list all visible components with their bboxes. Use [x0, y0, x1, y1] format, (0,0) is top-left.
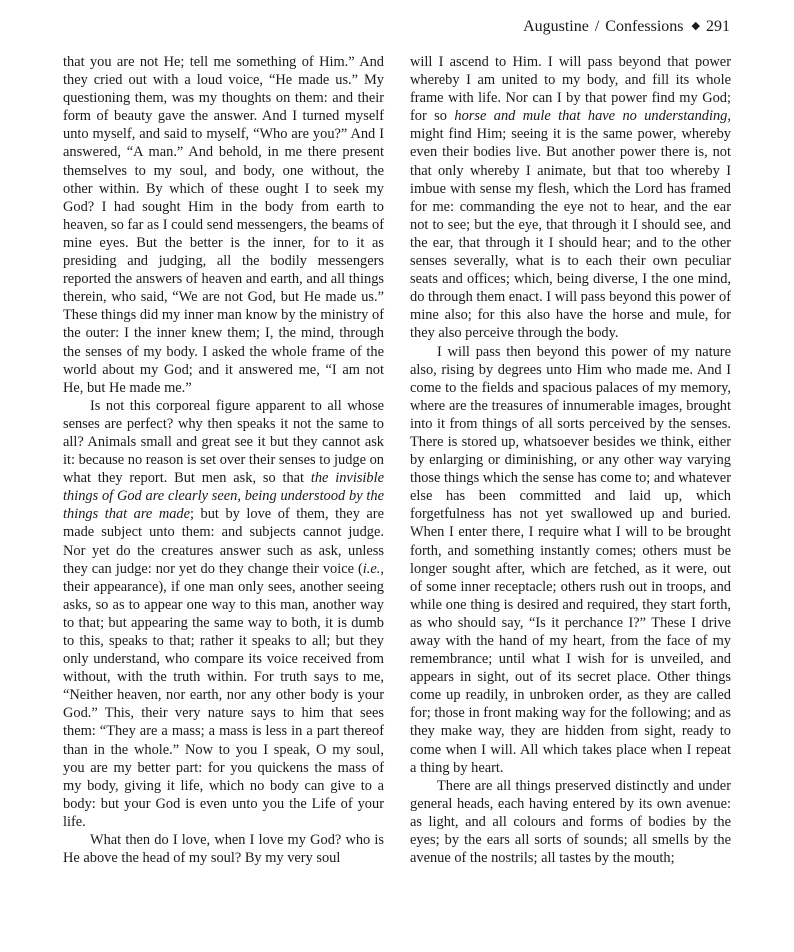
text-column-left	[63, 53, 384, 867]
paragraph: What then do I love, when I love my God? who is He above the head of my soul? By my very soul	[63, 832, 384, 867]
diamond-ornament-icon: ◆	[691, 20, 700, 32]
running-head	[523, 16, 730, 37]
paragraph-continued	[410, 53, 731, 343]
page-number: 291	[706, 18, 730, 35]
text-column-right	[410, 53, 731, 867]
paragraph-continued	[63, 53, 384, 397]
paragraph-text: Is not this corporeal figure apparent to all whose senses are perfect? why then speaks it not the same to all? Animals small and great see it but they cannot ask it: because no reason is set over their senses to judge on what they report. But men ask, so that	[63, 397, 384, 487]
paragraph-text: , their appearance), if one man only sees, another seeing asks, so as to appear one way to this man, another way to that; but appearing the same way to both, it is dumb to this, speaks to that; rather it speaks to all; but they only understand, who compare its voice received from without, with the truth within. For truth says to me, “Neither heaven, nor earth, nor any other body is your God.” This, their very nature says to him that sees them: “They are a mass; a mass is less in a part thereof than in the whole.” Now to you I speak, O my soul, you are my better part: for you quickens the mass of my body, giving it life, which no body can give to a body: but your God is even unto you the Life of your life.	[63, 560, 384, 830]
paragraph-text: will I ascend to Him. I will pass beyond that power whereby I am united to my body, and fill its whole frame with life. Nor can I by that power find my God; for so	[410, 54, 731, 125]
paragraph: There are all things preserved distinctly and under general heads, each having entered by its own avenue: as light, and all colours and forms of bodies by the eyes; by the ears all sorts of sounds; all smells by the avenue of the nostrils; all tastes by the mouth;	[410, 777, 731, 867]
paragraph-text: that you are not He; tell me something of Him.” And they cried out with a loud voice, “He made us.” My questioning them, was my thoughts on them: and their form of beauty gave the answer. And I turned myself unto myself, and said to myself, “Who are you?” And I answered, “A man.” And behold, in me there present themselves to my soul, and body, one without, the other within. By which of these ought I to seek my God? I had sought Him in the body from earth to heaven, so far as I could send messengers, the beams of mine eyes. But the better is the inner, for to it as presiding and judging, all the bodily messengers reported the answers of heaven and earth, and all things therein, who said, “We are not God, but He made us.” These things did my inner man know by the ministry of the outer: I the inner knew them; I, the mind, through the senses of my body. I asked the whole frame of the world about my God; and it answered me, “I am not He, but He made me.”	[63, 54, 384, 396]
paragraph	[63, 397, 384, 831]
abbreviation-italic: i.e.	[362, 560, 381, 577]
paragraph: I will pass then beyond this power of my nature also, rising by degrees unto Him who made me. And I come to the fields and spacious palaces of my memory, where are the treasures of innumerable images, brought into it from things of all sorts perceived by the senses. There is stored up, whatsoever besides we think, either by enlarging or diminishing, or any other way varying those things which the sense has come to; and whatever else has been committed and laid up, which forgetfulness has not yet swallowed up and buried. When I enter there, I require what I will to be brought forth, and something instantly comes; others must be longer sought after, which are fetched, as it were, out of some inner receptacle; others rush out in troops, and while one thing is desired and required, they start forth, as who should say, “Is it perchance I?” These I drive away with the hand of my heart, from the face of my remembrance; until what I wish for is unveiled, and appears in sight, out of its secret place. Other things come up readily, in unbroken order, as they are called for; those in front making way for the following; and as they make way, they are hidden from sight, ready to come when I will. All which takes place when I repeat a thing by heart.	[410, 343, 731, 776]
scripture-quote-italic: the invisible things of God are clearly seen, being understood by the things that are made	[63, 470, 385, 523]
running-head-author: Augustine	[523, 18, 589, 35]
paragraph-text: ; but by love of them, they are made subject unto them: and subjects cannot judge. Nor yet do the creatures answer such as ask, unless they can judge: nor yet do they change their voice (	[63, 506, 384, 577]
running-head-title: Confessions	[605, 18, 684, 35]
scripture-quote-italic: horse and mule that have no understanding	[454, 108, 728, 125]
paragraph-text: , might find Him; seeing it is the same power, whereby even their bodies live. But another power there is, not that only whereby I animate, but that too whereby I imbue with sense my flesh, which the Lord has framed for me: commanding the eye not to hear, and the ear not to see; but the eye, that through it I should see, and the ear, that through it I should hear; and to the other senses severally, what is to each their own peculiar seats and offices; which, being diverse, I the one mind, do through them enact. I will pass beyond this power of mine also; for this also have the horse and mule, for they also perceive through the body.	[410, 108, 731, 342]
running-head-separator: /	[594, 18, 600, 35]
